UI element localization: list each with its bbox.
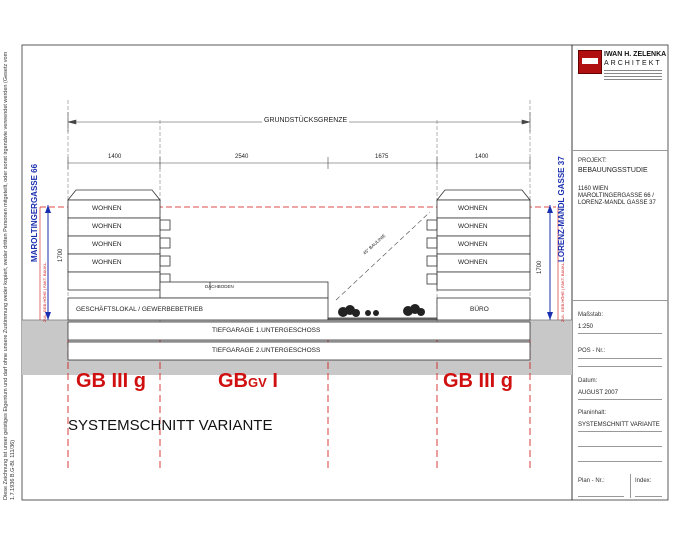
- right-room-3: WOHNEN: [458, 241, 488, 248]
- logo-mark: [582, 58, 598, 64]
- title-block-divider: [630, 474, 631, 498]
- zone-center-num: I: [272, 370, 278, 392]
- slope-line: [336, 212, 430, 300]
- address-2: MAROLTINGERGASSE 66 /: [578, 193, 654, 199]
- drawing-title: SYSTEMSCHNITT VARIANTE: [68, 417, 273, 434]
- left-room-3: WOHNEN: [92, 241, 122, 248]
- middle-label: DACHBODEN: [205, 284, 234, 289]
- left-street-small: ZUL. GEB.HÖHE | FAKT. BAUKL.: [42, 261, 47, 322]
- right-room-2: WOHNEN: [458, 223, 488, 230]
- tree-icons: [338, 304, 425, 317]
- address-1: 1160 WIEN: [578, 186, 609, 192]
- address-3: LORENZ-MANDL GASSE 37: [578, 200, 656, 206]
- dimension-1: 1400: [108, 154, 122, 160]
- left-street-label: MAROLTINGERGASSE 66: [30, 163, 39, 262]
- zone-center-label: [218, 370, 278, 393]
- datum-label: Datum:: [578, 378, 598, 384]
- massstab-value: 1:250: [578, 324, 594, 330]
- zone-left-label: GB III g: [76, 370, 146, 392]
- architect-address-lines: [604, 70, 662, 80]
- dimension-2: 2540: [235, 154, 249, 160]
- right-room-1: WOHNEN: [458, 205, 488, 212]
- datum-value: AUGUST 2007: [578, 390, 618, 396]
- projekt-label: PROJEKT:: [578, 158, 607, 164]
- right-street-label: LORENZ-MANDL GASSE 37: [557, 156, 566, 262]
- right-street-small: ZUL. GEB.HÖHE | FAKT. BAUKL.: [560, 261, 565, 322]
- slope-label: 45° BAULINIE: [362, 232, 387, 256]
- property-line-label: GRUNDSTÜCKSGRENZE: [264, 117, 348, 124]
- zone-center-sub: GV: [248, 375, 267, 390]
- index-label: Index:: [635, 478, 652, 484]
- planinhalt-value: SYSTEMSCHNITT VARIANTE: [578, 422, 660, 428]
- zone-center-main: GB: [218, 370, 248, 392]
- left-room-2: WOHNEN: [92, 223, 122, 230]
- dimension-3: 1675: [375, 154, 389, 160]
- zone-right-label: GB III g: [443, 370, 513, 392]
- architect-name: IWAN H. ZELENKA: [604, 51, 667, 58]
- right-room-4: WOHNEN: [458, 259, 488, 266]
- left-room-4: WOHNEN: [92, 259, 122, 266]
- height-dim-left: 1700: [58, 248, 64, 262]
- ground-right-label: BÜRO: [470, 306, 489, 313]
- massstab-label: Maßstab:: [578, 312, 604, 318]
- dimension-4: 1400: [475, 154, 489, 160]
- architect-sub: ARCHITEKT: [604, 60, 662, 67]
- pos-label: POS - Nr.:: [578, 348, 606, 354]
- architect-logo: [578, 50, 602, 74]
- dimension-row: [68, 157, 530, 169]
- plan-nr-label: Plan - Nr.:: [578, 478, 605, 484]
- projekt-value: BEBAUUNGSSTUDIE: [578, 167, 648, 174]
- copyright-note: Diese Zeichnung ist unser geistiges Eigentum und darf ohne unsere Zustimmung weder kopiert, weder dritten Personen mitgeteilt, oder sonst irgendwie verwendet werden (Gesetz vom 1.7.1936 B.G-Bl. 111/36): [3, 51, 16, 500]
- height-dim-right: 1700: [537, 260, 543, 274]
- middle-building: [160, 282, 328, 298]
- ground-left-label: GESCHÄFTSLOKAL / GEWERBEBETRIEB: [76, 306, 203, 313]
- basement-1-label: TIEFGARAGE 1.UNTERGESCHOSS: [212, 327, 321, 334]
- planinhalt-label: Planinhalt:: [578, 410, 607, 416]
- left-room-1: WOHNEN: [92, 205, 122, 212]
- right-street-arrow: [547, 205, 553, 320]
- basement-2-label: TIEFGARAGE 2.UNTERGESCHOSS: [212, 347, 321, 354]
